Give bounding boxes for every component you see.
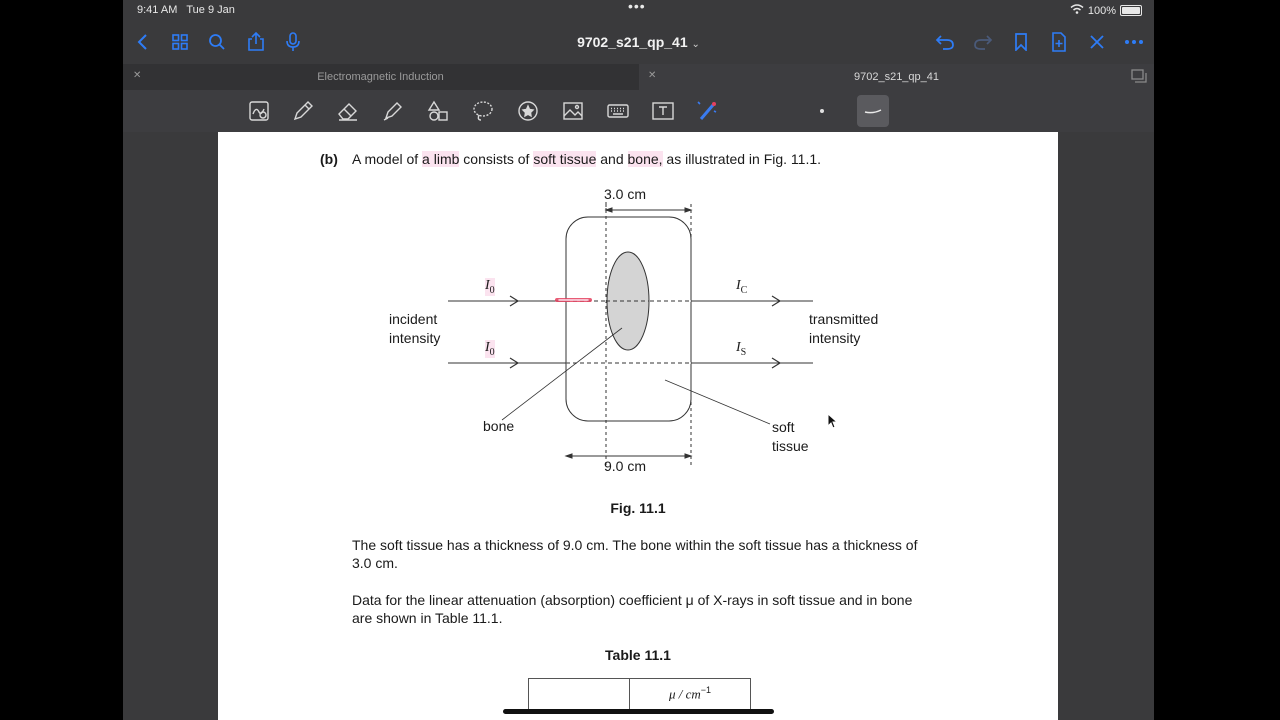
tab-9702-s21-qp-41[interactable]: ✕ 9702_s21_qp_41 bbox=[639, 64, 1154, 90]
dim-3cm-label: 3.0 cm bbox=[604, 186, 647, 202]
more-icon[interactable] bbox=[1122, 30, 1146, 54]
navigation-bar bbox=[123, 22, 1154, 62]
laser-pointer-icon[interactable] bbox=[695, 99, 719, 123]
tab-close-icon[interactable]: ✕ bbox=[133, 70, 142, 81]
paragraph-attenuation: Data for the linear attenuation (absorption) coefficient μ of X-rays in soft tissue and in bone are shown in Table 11.1. bbox=[352, 592, 913, 626]
tab-bar bbox=[123, 64, 1154, 90]
table-caption: Table 11.1 bbox=[605, 647, 671, 663]
highlight-bone[interactable]: bone, bbox=[627, 151, 663, 167]
status-time: 9:41 AM Tue 9 Jan bbox=[137, 4, 235, 16]
wifi-icon bbox=[1070, 4, 1084, 17]
close-icon[interactable] bbox=[1085, 30, 1109, 54]
table-header-mu: μ / $cm^{-1}$ bbox=[630, 679, 751, 710]
ipad-screen bbox=[123, 0, 1154, 720]
scan-icon[interactable] bbox=[247, 99, 271, 123]
attenuation-table bbox=[528, 678, 751, 710]
transmitted-intensity-label: transmitted intensity bbox=[809, 311, 879, 346]
lasso-icon[interactable] bbox=[471, 99, 495, 123]
incident-intensity-label: incident intensity bbox=[389, 311, 441, 346]
table-row bbox=[529, 679, 751, 710]
add-page-icon[interactable] bbox=[1047, 30, 1071, 54]
eraser-icon[interactable] bbox=[336, 99, 360, 123]
highlight-a-limb[interactable]: a limb bbox=[422, 151, 460, 167]
pdf-page[interactable] bbox=[218, 132, 1058, 720]
multitasking-dots[interactable]: ••• bbox=[628, 0, 646, 14]
intro-text: A model of a limb consists of soft tissue and bone, as illustrated in Fig. 11.1. bbox=[352, 151, 822, 167]
highlighter-icon[interactable] bbox=[381, 99, 405, 123]
sticker-icon[interactable] bbox=[516, 99, 540, 123]
highlight-soft-tissue[interactable]: soft tissue bbox=[533, 151, 597, 167]
textbox-icon[interactable] bbox=[651, 99, 675, 123]
label-i0-top: $I_0$ bbox=[485, 278, 495, 296]
keyboard-icon[interactable] bbox=[606, 99, 630, 123]
bone-leader bbox=[502, 328, 622, 420]
paragraph-thickness: The soft tissue has a thickness of 9.0 cm. The bone within the soft tissue has a thickness of 3.0 cm. bbox=[352, 537, 918, 571]
soft-tissue-label: soft tissue bbox=[772, 419, 809, 454]
status-right bbox=[1070, 4, 1142, 17]
battery-percent: 100% bbox=[1087, 4, 1116, 17]
annotation-toolbar bbox=[123, 90, 1154, 132]
tab-close-icon[interactable]: ✕ bbox=[648, 70, 657, 81]
battery-icon bbox=[1120, 5, 1142, 16]
split-view-icon[interactable] bbox=[1131, 69, 1147, 86]
dim-9cm-label: 9.0 cm bbox=[604, 458, 647, 474]
home-indicator[interactable] bbox=[503, 709, 774, 714]
shapes-icon[interactable] bbox=[426, 99, 450, 123]
undo-icon[interactable] bbox=[933, 30, 957, 54]
label-ic: $I_C$ bbox=[736, 278, 748, 296]
pen-icon[interactable] bbox=[291, 99, 315, 123]
image-icon[interactable] bbox=[561, 99, 585, 123]
figure-caption: Fig. 11.1 bbox=[610, 500, 666, 516]
pen-size-dot[interactable] bbox=[820, 109, 824, 113]
document-title[interactable]: 9702_s21_qp_41 ⌄ bbox=[577, 34, 700, 50]
bone-label: bone bbox=[483, 418, 515, 434]
selected-stroke-swatch[interactable] bbox=[857, 95, 889, 127]
part-label: (b) bbox=[320, 151, 338, 167]
table-header-empty bbox=[529, 679, 630, 710]
redo-icon[interactable] bbox=[971, 30, 995, 54]
status-bar bbox=[123, 0, 1154, 20]
label-is: $I_S$ bbox=[736, 340, 747, 358]
bookmark-icon[interactable] bbox=[1009, 30, 1033, 54]
label-i0-bottom: $I_0$ bbox=[485, 340, 495, 358]
tab-electromagnetic-induction[interactable]: ✕ Electromagnetic Induction bbox=[133, 70, 444, 83]
